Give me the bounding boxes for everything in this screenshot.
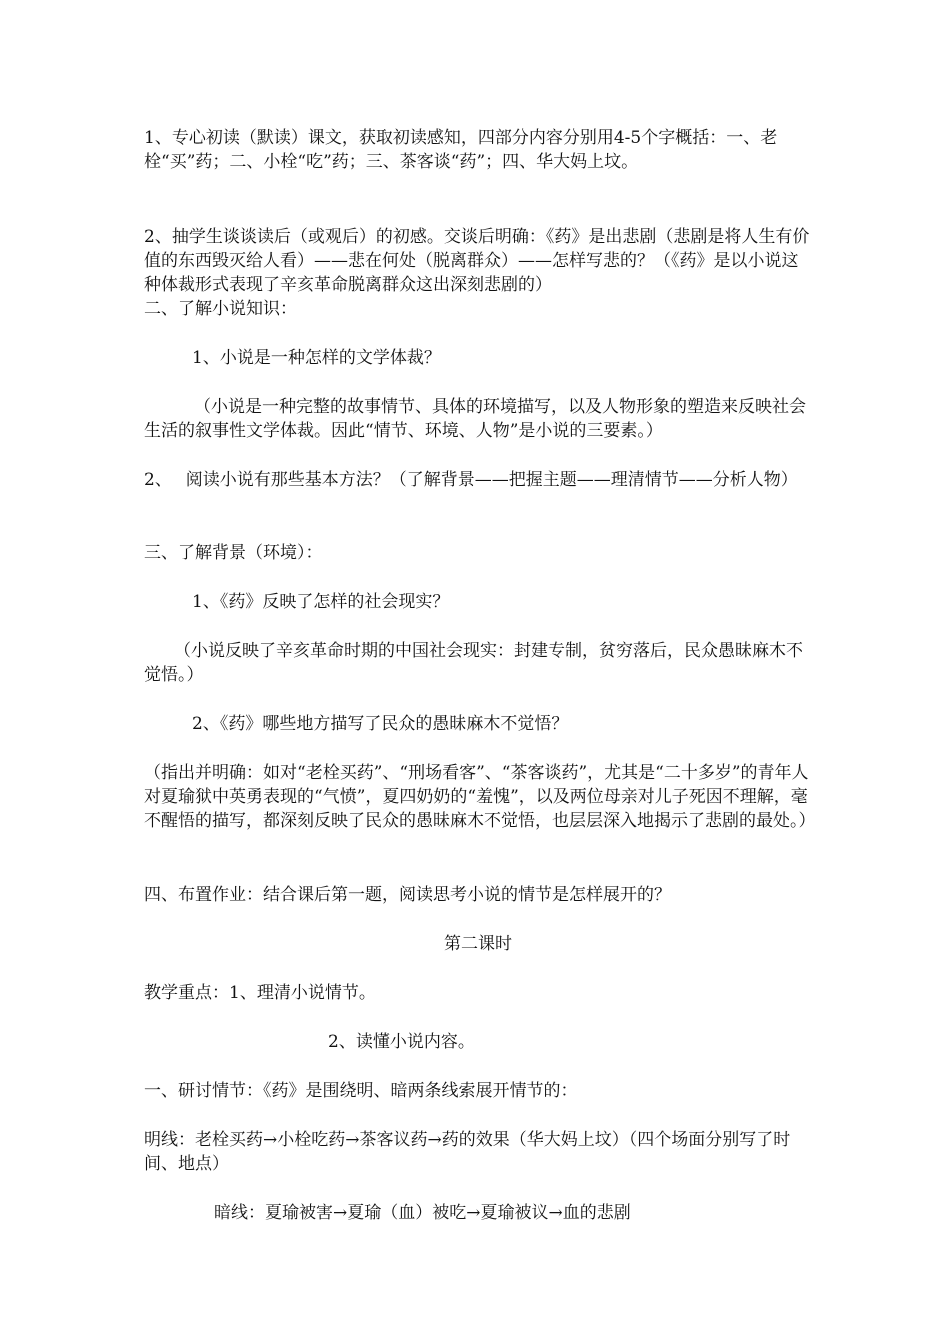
question-social-reality: 1、《药》反映了怎样的社会现实？ [192,592,450,612]
paragraph-first-impression: 2、抽学生谈谈读后（或观后）的初感。交谈后明确：《药》是出悲剧（悲剧是将人生有价值的东西毁灭给人看）——悲在何处（脱离群众）——怎样写悲的？（《药》是以小说这种体裁形式表现了辛亥革命脱离群众这出深刻悲剧的） [144,227,810,295]
answer-novel-genre: （小说是一种完整的故事情节、具体的环境描写，以及人物形象的塑造来反映社会生活的叙事性文学体裁。因此“情节、环境、人物”是小说的三要素。） [144,397,806,441]
teaching-focus-2: 2、读懂小说内容。 [328,1032,475,1052]
answer-social-reality: （小说反映了辛亥革命时期的中国社会现实：封建专制，贫穷落后，民众愚昧麻木不觉悟。） [144,641,803,685]
heading-homework: 四、布置作业：结合课后第一题，阅读思考小说的情节是怎样展开的？ [144,885,671,905]
question-people-numbness: 2、《药》哪些地方描写了民众的愚昧麻木不觉悟？ [192,714,569,734]
plot-explicit-line: 明线：老栓买药→小栓吃药→茶客议药→药的效果（华大妈上坟）（四个场面分别写了时间、地点） [144,1130,791,1174]
plot-implicit-line: 暗线：夏瑜被害→夏瑜（血）被吃→夏瑜被议→血的悲剧 [214,1203,631,1223]
question-reading-methods: 2、 阅读小说有那些基本方法？（了解背景——把握主题——理清情节——分析人物） [144,470,798,490]
paragraph-reading-task: 1、专心初读（默读）课文，获取初读感知，四部分内容分别用4-5个字概括：一、老栓“买”药；二、小栓“吃”药；三、茶客谈“药”；四、华大妈上坟。 [144,128,778,172]
heading-plot-discussion: 一、研讨情节：《药》是围绕明、暗两条线索展开情节的： [144,1081,578,1101]
heading-background: 三、了解背景（环境）： [144,543,323,563]
question-novel-genre: 1、小说是一种怎样的文学体裁？ [192,348,441,368]
section-title-second-lesson: 第二课时 [444,934,512,954]
teaching-focus-1: 教学重点：1、理清小说情节。 [144,983,376,1003]
heading-novel-knowledge: 二、了解小说知识： [144,299,297,319]
answer-people-numbness: （指出并明确：如对“老栓买药”、“刑场看客”、“茶客谈药”，尤其是“二十多岁”的青年人对夏瑜狱中英勇表现的“气愤”，夏四奶奶的“羞愧”，以及两位母亲对儿子死因不理解，毫不醒悟的描写，都深刻反映了民众的愚昧麻木不觉悟，也层层深入地揭示了悲剧的最处。） [144,763,816,831]
